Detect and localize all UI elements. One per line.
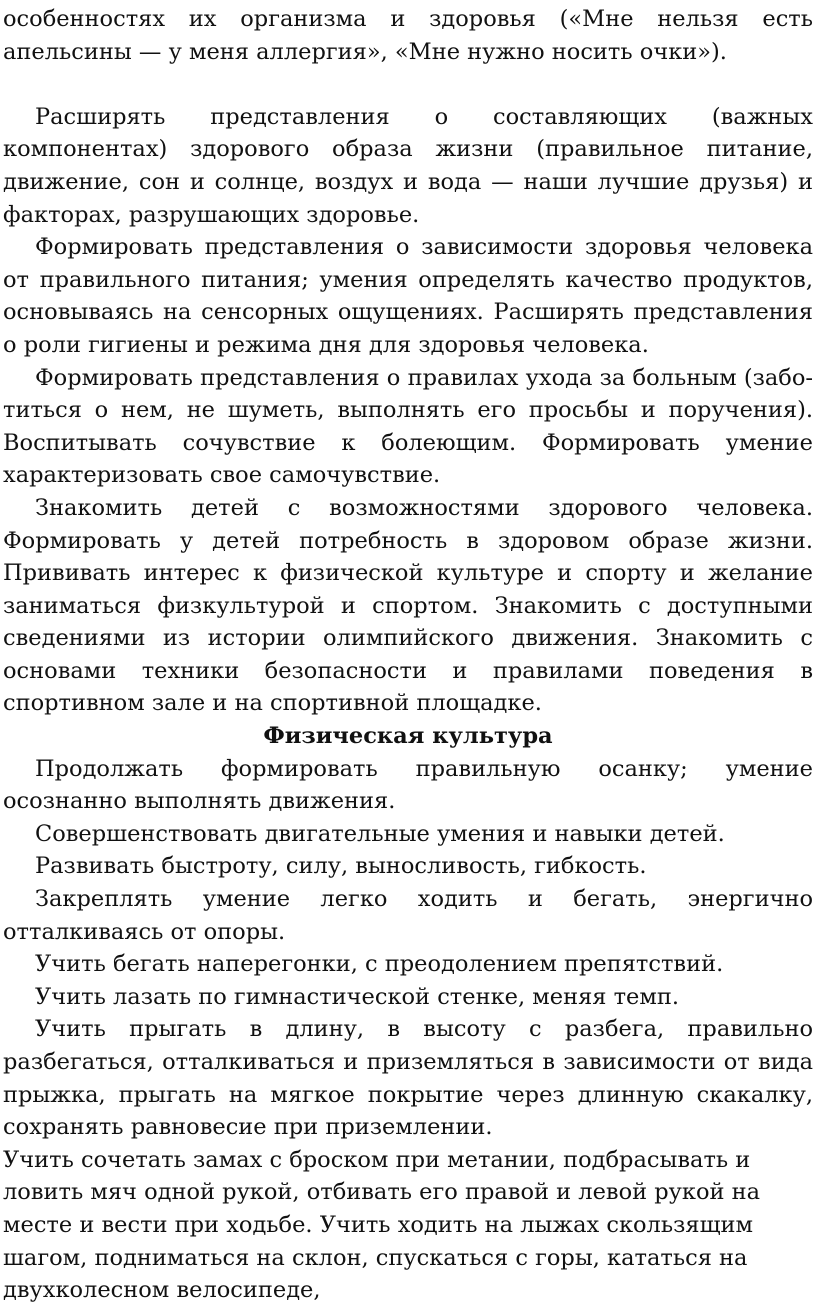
pe-paragraph-qualities: Развивать быстроту, силу, выносливость, гибкость. [35, 853, 647, 880]
pe-paragraph-posture: Продолжать формировать правильную осанку; умение осознанно выполнять движения. [3, 755, 813, 815]
health-paragraph-caring: Формировать представления о правилах ухода за больным (заботиться о нем, не шуметь, выполнять его просьбы и поручения). Воспитывать сочувствие к болеющим. Формировать умение характеризовать свое самочувствие. [3, 364, 813, 489]
pe-paragraph-jumping: Учить прыгать в длину, в высоту с разбега, правильно разбегаться, отталкиваться и приземляться в зависимости от вида прыжка, прыгать на мягкое покрытие через длинную скакалку, сохранять равновесие при приземлении. [3, 1016, 813, 1141]
paragraph-spacer [3, 68, 813, 101]
health-paragraph-sport: Знакомить детей с возможностями здорового человека. Формировать у детей потребность в здоровом образе жизни. Прививать интерес к физической культуре и спорту и желание заниматься физкультурой и спортом. Знакомить с доступными сведениями из истории олимпийского движения. Знакомить с основами техники безопасности и правилами поведения в спортивном зале и на спортивной площадке. [3, 494, 813, 717]
pe-paragraph-running: Учить бегать наперегонки, с преодолением препятствий. [35, 951, 724, 978]
section-heading: Физическая культура [263, 723, 553, 750]
pe-paragraph-motor-skills: Совершенствовать двигательные умения и навыки детей. [35, 820, 725, 847]
health-paragraph-nutrition: Формировать представления о зависимости здоровья человека от правильного питания; умения определять качество продуктов, основываясь на сенсорных ощущениях. Расширять представления о роли гигиены и режима дня для здоровья человека. [3, 234, 813, 358]
health-paragraph-components: Расширять представления о составляющих (важных компонентах) здорового образа жизни (правильное питание, движение, сон и солнце, воздух и вода — наши лучшие друзья) и факторах, разрушающих здоровье. [3, 103, 813, 228]
pe-paragraph-climbing: Учить лазать по гимнастической стенке, меняя темп. [35, 983, 680, 1010]
pe-paragraph-walking: Закреплять умение легко ходить и бегать, энергично отталкиваясь от опоры. [3, 886, 813, 945]
intro-paragraph: особенностях их организма и здоровья («Мне нельзя есть апельсины — у меня аллергия», «Мне нужно носить очки»). [3, 6, 813, 65]
final-paragraph: Учить сочетать замах с броском при метании, подбрасывать и ловить мяч одной рукой, отбивать его правой и левой рукой на месте и вести при ходьбе. Учить ходить на лыжах скользящим шагом, подниматься на склон, спускаться с горы, кататься на двухколесном велосипеде, [3, 1146, 761, 1304]
